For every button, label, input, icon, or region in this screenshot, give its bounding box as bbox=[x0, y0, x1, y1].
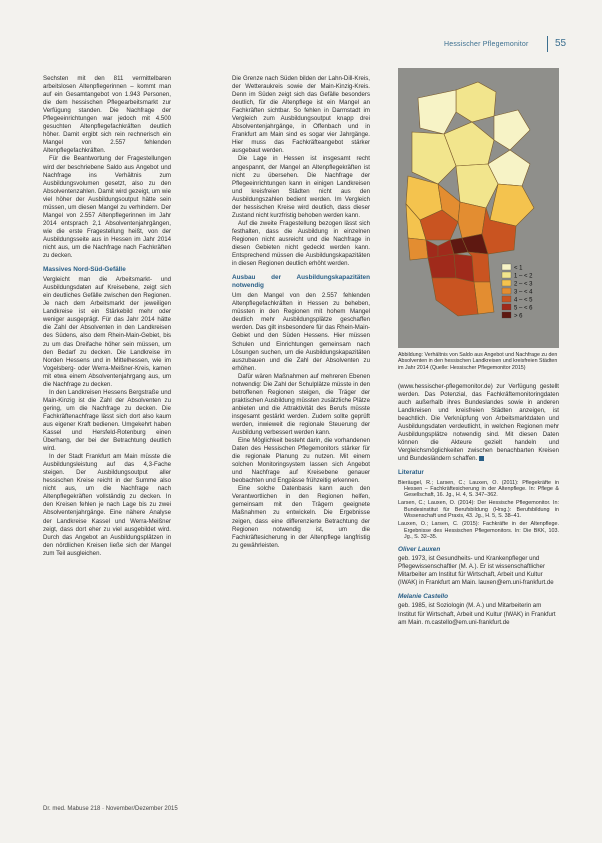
legend-label: 2 – < 3 bbox=[514, 281, 533, 288]
page-number: 55 bbox=[555, 38, 567, 49]
author-bio bbox=[398, 593, 559, 626]
paragraph: Die Lage in Hessen ist insgesamt recht angespannt, der Mangel an Altenpflegekräften ist nicht zu übersehen. Die Nachfrage der Pflegeeinrichtungen kann in einigen Landkreisen und kreisfreien Städten nicht aus den Ausbildungszahlen bedient werden. Im Vergleich der hessischen Kreise wird deutlich, dass dieser Zustand nicht kurzfristig behoben werden kann. bbox=[232, 155, 370, 219]
literature-list bbox=[398, 480, 559, 541]
legend-swatch bbox=[502, 296, 511, 302]
legend-label: 3 – < 4 bbox=[514, 289, 533, 296]
region-gross-gerau bbox=[428, 254, 456, 278]
author-name: Melanie Castello bbox=[398, 593, 449, 601]
figure-caption: Abbildung: Verhältnis von Saldo aus Angebot und Nachfrage zu den Absolventen in den hessischen Landkreisen und kreisfreien Städten im Jahr 2014 (Quelle: Hessischer Pflegemonitor 2015) bbox=[398, 352, 558, 371]
section-header: Hessischer Pflegemonitor bbox=[444, 41, 529, 48]
legend-swatch bbox=[502, 288, 511, 294]
paragraph: Auf die zweite Fragestellung bezogen lässt sich festhalten, dass die Ausbildung in einzelnen Regionen nicht ausreicht und die Nachfrage in diesen Gebieten nicht gedeckt werden kann. Entsprechend müssen die Ausbildungskapazitäten in diesen Regionen deutlich erhöht werden. bbox=[232, 219, 370, 268]
literature-heading: Literatur bbox=[398, 469, 424, 477]
author-bio bbox=[398, 546, 559, 587]
paragraph: Sechsten mit den 811 vermittelbaren arbeitslosen Altenpflegerinnen – kommt man auf ein Gesamtangebot von 1.943 Personen, die dem hessischen Pflegearbeitsmarkt zur Verfügung standen. Die Nachfrage der Pflegeeinrichtungen war jedoch mit 4.500 gesuchten Altenpflegefachkräften deutlich höher. Damit ergibt sich rein rechnerisch ein Mangel von 2.557 fehlenden Altenpflegefachkräften. bbox=[43, 75, 171, 155]
legend-label: 5 – < 6 bbox=[514, 305, 533, 312]
legend-swatch bbox=[502, 280, 511, 286]
hesse-choropleth-map bbox=[398, 68, 559, 348]
legend-swatch bbox=[502, 264, 511, 270]
region-rheingau bbox=[408, 238, 428, 260]
author-name: Oliver Lauxen bbox=[398, 546, 441, 554]
legend-swatch bbox=[502, 272, 511, 278]
paragraph: In den Landkreisen Hessens Bergstraße und Main-Kinzig ist die Zahl der Absolventen zu gering, um die Nachfrage zu decken. Die Fachkräftenachfrage lässt sich dort also kaum aus eigener Kraft bedienen. Umgekehrt haben Kassel und Hersfeld-Rotenburg einen Überhang, der bei der Betrachtung deutlich wird. bbox=[43, 388, 171, 453]
subheading: Ausbau der Ausbildungskapazitäten notwendig bbox=[232, 274, 370, 290]
paragraph bbox=[398, 383, 559, 463]
paragraph: Die Grenze nach Süden bilden der Lahn-Dill-Kreis, der Wetteraukreis sowie der Main-Kinzig-Kreis. Denn im Süden zeigt sich das Gefälle besonders deutlich, für die Altenpflege ist ein Mangel an Fachkräften sichtbar. So fehlen in Darmstadt im Vergleich zum Ausbildungsoutput knapp drei Absolventenjahrgänge, in Offenbach und in Frankfurt am Main sind es sogar vier Jahrgänge. Hier muss das Fachkräfteangebot stärker ausgebaut werden. bbox=[232, 75, 370, 155]
legend-label: 1 – < 2 bbox=[514, 273, 533, 280]
paragraph: Dafür wären Maßnahmen auf mehreren Ebenen notwendig: Die Zahl der Schulplätze müsste in den betroffenen Regionen steigen, die Träger der praktischen Ausbildung müssten zusätzliche Plätze anbieten und die Attraktivität des Berufs müsste insgesamt gestärkt werden. Zudem sollte geprüft werden, inwieweit die regionale Steuerung der Ausbildung verbessert werden kann. bbox=[232, 372, 370, 437]
region-wetterau bbox=[458, 202, 486, 238]
paragraph: In der Stadt Frankfurt am Main müsste die Ausbildungsleistung auf das 4,3-Fache steigen. Der Ausbildungsoutput aller hessischen Kreise reicht in der Summe also nicht aus, um die Nachfrage nach Altenpflegekräften vollständig zu decken. In den Kreisen fehlen je nach Lage bis zu zwei Absolventenjahrgänge. Eine nähere Analyse der Landkreise Kassel und Werra-Meißner zeigt, dass dort eher zu viel ausgebildet wird. Durch das Angebot an Ausbildungsplätzen in den nördlichen Kreisen ließe sich der Mangel zum Teil ausgleichen. bbox=[43, 453, 171, 557]
page-footer: Dr. med. Mabuse 218 · November/Dezember 2015 bbox=[43, 806, 178, 812]
paragraph-text: (www.hessischer-pflegemonitor.de) zur Verfügung gestellt werden. Das Potenzial, das Fachkräftemonitoringdaten auch außerhalb ihres Bundeslandes sowie in anderen Landkreisen und kreisfreien Städten anzeigen, ist beachtlich. Die Verknüpfung von Arbeitsmarktdaten und Ausbildungsdaten verdeutlicht, in welchen Regionen mehr Ausbildungsplätze notwendig sind. Mit diesen Daten können die Akteure gezielt handeln und Vergleichsmöglichkeiten zwischen benachbarten Kreisen und Bundesländern schaffen. bbox=[398, 383, 559, 463]
paragraph: Um den Mangel von den 2.557 fehlenden Altenpflegefachkräften in Hessen zu beheben, müssten in den Regionen mit hohem Mangel deutlich mehr Ausbildungsplätze geschaffen werden. Das gilt insbesondere für das Rhein-Main-Gebiet und den Süden Hessens. Hier müssen Schulen und Einrichtungen gemeinsam nach Lösungen suchen, um die Ausbildungskapazitäten auszubauen und die Zahl der Absolventen zu erhöhen. bbox=[232, 292, 370, 372]
legend-swatch bbox=[502, 312, 511, 318]
literature-item: Bieräugel, R.; Larsen, C.; Lauxen, O. (2011): Pflegekräfte in Hessen – Fachkräftesicherung in der Altenpflege. In: Pflege & Gesellschaft, 16. Jg., H. 4, S. 347–362. bbox=[398, 479, 559, 499]
paragraph: Für die Beantwortung der Fragestellungen wird der beschriebene Saldo aus Angebot und Nachfrage ins Verhältnis zum Ausbildungsvolumen gesetzt, also zu den Absolventenzahlen. Damit wird gezeigt, um wie viel höher der Ausbildungsoutput hätte sein müssen, um diesen Mangel zu verhindern. Der Mangel von 2.557 Altenpflegerinnen im Jahr 2014 entsprach 2,1 Absolventenjahrgängen, wie die erste Fragestellung heißt, von der Ausbildungsseite aus in Hessen im Jahr 2014 nicht aus, um die Nachfrage nach Fachkräften zu decken. bbox=[43, 155, 171, 260]
paragraph: Eine Möglichkeit besteht darin, die vorhandenen Daten des Hessischen Pflegemonitors stärker für die regionale Planung zu nutzen. Mit einem solchen Monitoringsystem lassen sich Angebot und Nachfrage auf Kreisebene genauer beobachten und Engpässe frühzeitig erkennen. bbox=[232, 437, 370, 485]
author-text: geb. 1973, ist Gesundheits- und Krankenpfleger und Pflegewissenschaftler (M. A.). Er ist wissenschaftlicher Mitarbeiter am Institut für Wirtschaft, Arbeit und Kultur (IWAK) in Frankfurt am Main. lauxen@em.uni-frankfurt.de bbox=[398, 555, 554, 587]
paragraph: Vergleicht man die Arbeitsmarkt- und Ausbildungsdaten auf Kreisebene, zeigt sich ein deutliches Gefälle zwischen den Regionen. Je nach dem Arbeitsmarkt der jeweiligen Landkreise ist ein Stärkebild mehr oder weniger ausgeprägt. Für das Jahr 2014 hätte die Zahl der Absolventen in den Landkreisen des Südens, also dem Rhein-Main-Gebiet, bis zu um das Dreifache höher sein müssen, um den Bedarf zu decken. Die Landkreise im Norden Hessens und in Mittelhessen, wie im Vogelsberg- oder Werra-Meißner-Kreis, kamen mit etwa einem Absolventenjahrgang aus, um die Nachfrage zu decken. bbox=[43, 276, 171, 388]
legend-label: < 1 bbox=[514, 265, 523, 272]
article-end-mark bbox=[479, 456, 484, 461]
literature-item: Lauxen, O.; Larsen, C. (2015): Fachkräfte in der Altenpflege. Ergebnisse des Hessischen Pflegemonitors. In: Die BKK, 103. Jg., S. 32–35. bbox=[398, 521, 559, 540]
header-divider bbox=[547, 36, 548, 52]
text-column-1 bbox=[43, 75, 171, 558]
legend-label: > 6 bbox=[514, 313, 523, 320]
hesse-map-figure bbox=[398, 68, 559, 348]
literature-item: Larsen, C.; Lauxen, O. (2014): Der Hessische Pflegemonitor. In: Bundesinstitut für Berufsbildung (Hrsg.): Berufsbildung in Wissenschaft und Praxis, 43. Jg., H. 5, S. 38–41. bbox=[398, 500, 559, 519]
region-darmstadt bbox=[454, 254, 474, 282]
legend-label: 4 – < 5 bbox=[514, 297, 533, 304]
text-column-2 bbox=[232, 75, 370, 550]
legend-swatch bbox=[502, 304, 511, 310]
author-text: geb. 1985, ist Soziologin (M. A.) und Mitarbeiterin am Institut für Wirtschaft, Arbeit und Kultur (IWAK) in Frankfurt am Main. m.castello@em.uni-frankfurt.de bbox=[398, 602, 556, 626]
paragraph: Eine solche Datenbasis kann auch den Verantwortlichen in den Regionen helfen, gemeinsam mit den Trägern geeignete Maßnahmen zu entwickeln. Die Ergebnisse zeigen, dass eine differenzierte Betrachtung der Regionen notwendig ist, um die Fachkräftesicherung in der Altenpflege langfristig zu gewährleisten. bbox=[232, 485, 370, 549]
subheading: Massives Nord-Süd-Gefälle bbox=[43, 266, 126, 274]
text-column-3 bbox=[398, 383, 559, 627]
